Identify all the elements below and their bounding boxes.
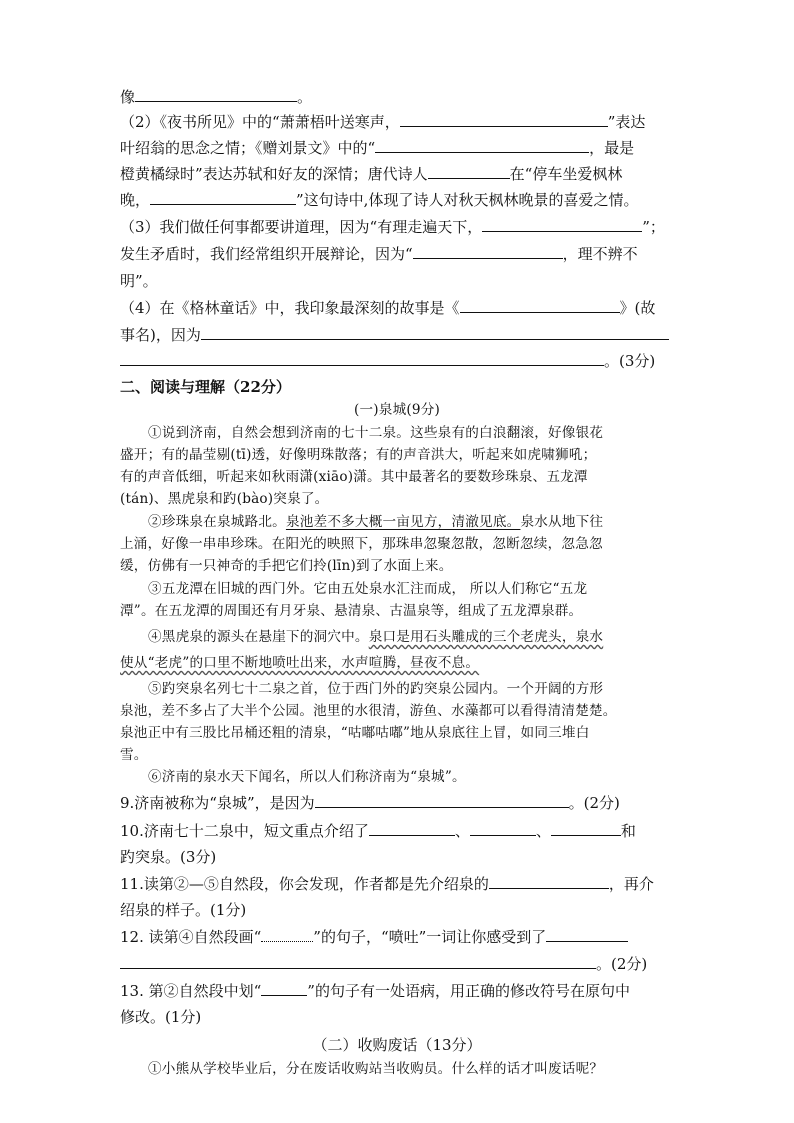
answer-blank[interactable] — [546, 926, 628, 942]
answer-blank[interactable] — [120, 350, 604, 366]
passage-2-paragraph-1-line: ①小熊从学校毕业后，分在废话收购站当收购员。什么样的话才叫废话呢？ — [148, 1061, 604, 1077]
wavy-underlined-sentence: 泉口是用石头雕成的三个老虎头，泉水 — [368, 629, 604, 645]
passage-paragraph-6-line: ⑥济南的泉水天下闻名，所以人们称济南为“泉城”。 — [148, 769, 466, 785]
passage-paragraph-1-line: (tán)、黑虎泉和趵(bào)突泉了。 — [120, 491, 329, 507]
q2-line-4: 晚， ”这句诗中,体现了诗人对秋天枫林晚景的喜爱之情。 — [120, 191, 639, 209]
q4-line-3: 。(3分) — [120, 350, 794, 372]
passage-title: (一)泉城(9分) — [353, 402, 441, 418]
q3-line-1: （3）我们做任何事都要讲道理，因为“有理走遍天下， ”； — [120, 218, 665, 236]
question-10-line-2: 趵突泉。(3分) — [120, 848, 217, 866]
passage-paragraph-2-line: 上涌，好像一串串珍珠。在阳光的映照下，那珠串忽聚忽散，忽断忽续，忽急忽 — [120, 536, 603, 552]
q3-line-2: 发生矛盾时，我们经常组织开展辩论，因为“ ，理不辨不 — [120, 245, 638, 263]
section-heading: 二、阅读与理解（22分） — [120, 378, 291, 396]
passage-paragraph-2-line: ②珍珠泉在泉城路北。泉池差不多大概一亩见方，清澈见底。泉水从地下往 — [148, 514, 604, 530]
answer-blank[interactable] — [135, 86, 297, 102]
passage-paragraph-5-line: 泉池，差不多占了大半个公园。池里的水很清，游鱼、水藻都可以看得清清楚楚。 — [120, 703, 617, 719]
question-10: 10.济南七十二泉中，短文重点介绍了 、 、 和 — [120, 822, 636, 840]
answer-blank[interactable] — [489, 873, 609, 889]
answer-blank[interactable] — [375, 137, 589, 153]
question-12-line-2: 。(2分) — [120, 953, 794, 975]
q2-line-1: （2）《夜书所见》中的“萧萧梧叶送寒声， ”表达 — [120, 113, 646, 131]
straight-line-marker — [261, 980, 307, 996]
q2-line-2: 叶绍翁的思念之情；《赠刘景文》中的“ ，最是 — [120, 139, 635, 157]
answer-blank[interactable] — [413, 243, 563, 259]
passage-paragraph-1-line: 盛开；有的晶莹剔(tī)透，好像明珠散落；有的声音洪大，听起来如虎啸狮吼； — [120, 447, 597, 463]
q4-line-1: （4）在《格林童话》中，我印象最深刻的故事是《 》(故 — [120, 299, 656, 317]
passage-paragraph-1-line: ①说到济南，自然会想到济南的七十二泉。这些泉有的白浪翻滚，好像银花 — [148, 425, 604, 441]
passage-paragraph-5-line: 雪。 — [120, 747, 148, 763]
passage-2-title: （二）收购废话（13分） — [312, 1036, 482, 1054]
answer-blank[interactable] — [120, 953, 596, 969]
passage-paragraph-5-line: 泉池正中有三股比吊桶还粗的清泉，“咕嘟咕嘟”地从泉底往上冒，如同三堆白 — [120, 725, 590, 741]
passage-paragraph-2-line: 缓，仿佛有一只神奇的手把它们拎(līn)到了水面上来。 — [120, 558, 453, 574]
question-11-line-2: 绍泉的样子。(1分) — [120, 901, 247, 919]
q4-line-2: 事名)，因为 — [120, 324, 794, 346]
passage-paragraph-3-line: 潭”。在五龙潭的周围还有月牙泉、悬清泉、古温泉等，组成了五龙潭泉群。 — [120, 603, 583, 619]
answer-blank[interactable] — [369, 820, 455, 836]
wavy-line-marker — [261, 926, 313, 942]
answer-blank[interactable] — [400, 111, 608, 127]
answer-blank[interactable] — [150, 189, 296, 205]
passage-paragraph-4-line: ④黑虎泉的源头在悬崖下的洞穴中。泉口是用石头雕成的三个老虎头，泉水 — [148, 629, 604, 645]
question-13-line-2: 修改。(1分) — [120, 1008, 202, 1026]
underlined-sentence: 泉池差不多大概一亩见方，清澈见底。 — [285, 514, 521, 530]
passage-paragraph-5-line: ⑤趵突泉名列七十二泉之首，位于西门外的趵突泉公园内。一个开阔的方形 — [148, 681, 604, 697]
passage-paragraph-1-line: 有的声音低细，听起来如秋雨潇(xiāo)潇。其中最著名的要数珍珠泉、五龙潭 — [120, 469, 588, 485]
answer-blank[interactable] — [460, 297, 620, 313]
q2-line-3: 橙黄橘绿时”表达苏轼和好友的深情；唐代诗人 在“停车坐爱枫林 — [120, 165, 623, 183]
question-13: 13. 第②自然段中划“ ”的句子有一处语病，用正确的修改符号在原句中 — [120, 982, 630, 1000]
line-fill-blank-1: 像 。 — [120, 88, 313, 106]
answer-blank[interactable] — [201, 324, 669, 340]
answer-blank[interactable] — [470, 820, 536, 836]
answer-blank[interactable] — [315, 792, 569, 808]
question-11: 11.读第②—⑤自然段，你会发现，作者都是先介绍泉的 ，再介 — [120, 875, 654, 893]
question-9: 9.济南被称为“泉城”，是因为 。(2分) — [120, 794, 620, 812]
answer-blank[interactable] — [551, 820, 621, 836]
passage-paragraph-3-line: ③五龙潭在旧城的西门外。它由五处泉水汇注而成， 所以人们称它“五龙 — [148, 581, 588, 597]
answer-blank[interactable] — [482, 216, 642, 232]
passage-paragraph-4-line — [120, 652, 794, 674]
wavy-underlined-sentence: 使从“老虎”的口里不断地喷吐出来，水声喧腾，昼夜不息。 — [120, 655, 480, 671]
q3-line-3: 明”。 — [120, 272, 158, 290]
question-12: 12. 读第④自然段画“ ”的句子，“喷吐”一词让你感受到了 — [120, 926, 794, 948]
answer-blank[interactable] — [428, 163, 510, 179]
